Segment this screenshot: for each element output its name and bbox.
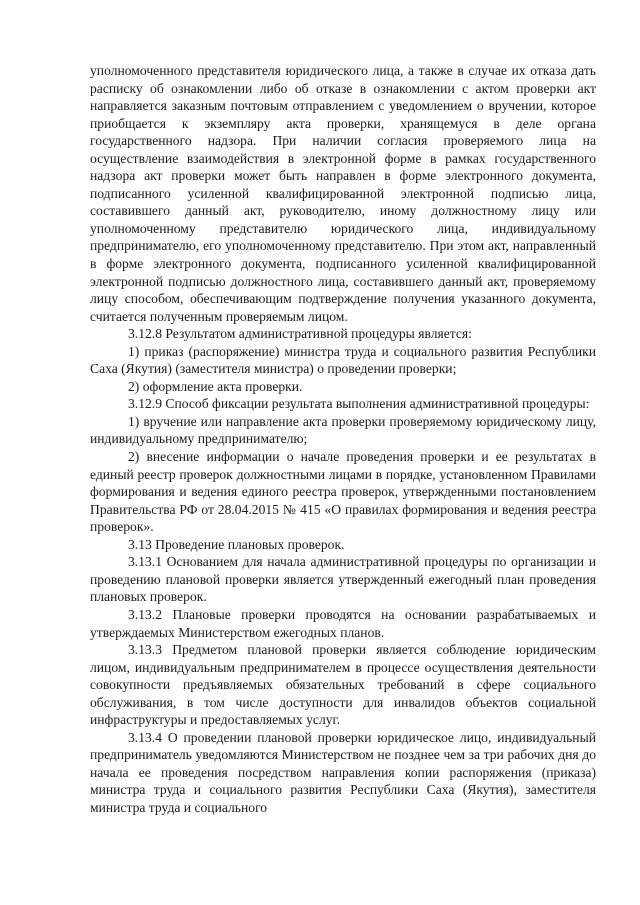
heading-3-13: 3.13 Проведение плановых проверок. <box>128 536 345 552</box>
paragraph-3-13-1: 3.13.1 Основанием для начала административной процедуры по организации и проведению плановой проверки является утвержденный ежегодный план проведения плановых проверок. <box>90 554 596 605</box>
list-item-act: 2) оформление акта проверки. <box>128 378 303 394</box>
paragraph-3-13-2: 3.13.2 Плановые проверки проводятся на основании разрабатываемых и утверждаемых Министерством ежегодных планов. <box>90 606 596 640</box>
list-item-registry: 2) внесение информации о начале проведения проверки и ее результатах в единый реестр проверок должностными лицами в порядке, установленном Правилами формирования и ведения единого реестра проверок, утвержденными постановлением Правительства РФ от 28.04.2015 № 415 «О правилах формирования и ведения реестра проверок». <box>90 449 596 535</box>
paragraph-3-12-9: 3.12.9 Способ фиксации результата выполнения административной процедуры: <box>128 396 590 412</box>
document-page <box>90 62 596 817</box>
paragraph-3-13-3: 3.13.3 Предметом плановой проверки является соблюдение юридическим лицом, индивидуальным предпринимателем в процессе осуществления деятельности совокупности предъявляемых обязательных требований в сфере социального обслуживания, в том числе доступности для инвалидов объектов социальной инфраструктуры и предоставляемых услуг. <box>90 642 596 728</box>
list-item-delivery: 1) вручение или направление акта проверки проверяемому юридическому лицу, индивидуальному предпринимателю; <box>90 413 596 447</box>
paragraph-3-12-8: 3.12.8 Результатом административной процедуры является: <box>128 326 472 342</box>
paragraph-continuation: уполномоченного представителя юридического лица, а также в случае их отказа дать расписку об ознакомлении либо об отказе в ознакомлении с актом проверки акт направляется заказным почтовым отправлением с уведомлением о вручении, которое приобщается к экземпляру акта проверки, хранящемуся в деле органа государственного надзора. При наличии согласия проверяемого лица на осуществление взаимодействия в электронной форме в рамках государственного надзора акт проверки может быть направлен в форме электронного документа, подписанного усиленной квалифицированной электронной подписью лица, составившего данный акт, руководителю, иному должностному лицу или уполномоченному представителю юридического лица, индивидуальному предпринимателю, его уполномоченному представителю. При этом акт, направленный в форме электронного документа, подписанного усиленной квалифицированной электронной подписью должностного лица, составившего данный акт, проверяемому лицу способом, обеспечивающим подтверждение получения указанного документа, считается полученным проверяемым лицом. <box>90 63 596 324</box>
list-item-order: 1) приказ (распоряжение) министра труда и социального развития Республики Саха (Якутия) (заместителя министра) о проведении проверки; <box>90 343 596 377</box>
paragraph-3-13-4: 3.13.4 О проведении плановой проверки юридическое лицо, индивидуальный предприниматель уведомляются Министерством не позднее чем за три рабочих дня до начала ее проведения посредством направления копии распоряжения (приказа) министра труда и социального развития Республики Саха (Якутия), заместителя министра труда и социального <box>90 729 596 815</box>
